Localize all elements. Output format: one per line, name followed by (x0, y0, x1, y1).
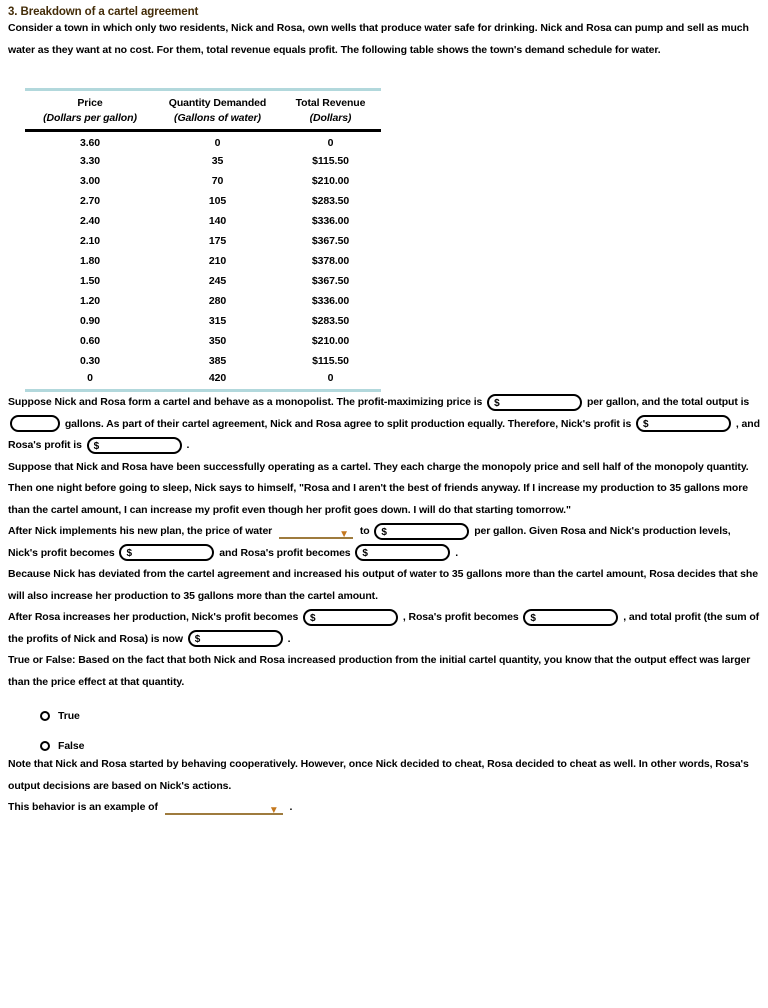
price-cell: 1.50 (79, 274, 101, 287)
nick-deviates-text-4: and Rosa's profit becomes (219, 546, 351, 559)
nick-deviates-question-paragraph (8, 521, 760, 564)
rosa-increases-text-3: , and total profit (the sum of the profits of Nick and Rosa) is now (8, 611, 760, 645)
table-row (25, 331, 381, 351)
revenue-cell: $367.50 (311, 274, 350, 287)
revenue-cell: $210.00 (311, 334, 350, 347)
col-header-price-units: (Dollars per gallon) (43, 112, 137, 124)
dropdown-arrow-icon: ▼ (268, 805, 279, 816)
quantity-cell: 0 (214, 136, 221, 149)
col-header-price-title: Price (77, 97, 103, 109)
rosa-increases-text-2: , Rosa's profit becomes (402, 611, 519, 623)
price-change-dropdown[interactable] (279, 524, 353, 539)
new-price-input[interactable] (374, 523, 469, 540)
col-header-quantity (155, 90, 280, 131)
rosa-increases-text-1: After Rosa increases her production, Nick's profit becomes (8, 611, 299, 623)
col-header-price (25, 90, 155, 131)
demand-schedule-table (25, 88, 381, 392)
nick-new-profit-input[interactable] (119, 544, 214, 561)
quantity-cell: 245 (208, 274, 227, 287)
behavior-example-dropdown[interactable] (165, 800, 283, 815)
nick-deviates-text-1: After Nick implements his new plan, the price of water (8, 525, 273, 537)
quantity-cell: 70 (211, 174, 224, 187)
radio-button-icon[interactable] (40, 711, 50, 721)
dollar-sign: $ (643, 419, 649, 431)
table-row (25, 191, 381, 211)
revenue-cell: 0 (327, 136, 334, 149)
dollar-sign: $ (530, 612, 536, 624)
price-cell: 1.20 (79, 294, 101, 307)
total-output-input[interactable] (10, 415, 60, 432)
revenue-cell: $115.50 (312, 154, 349, 167)
dollar-sign: $ (494, 397, 500, 409)
table-row (25, 131, 381, 151)
dollar-sign: $ (93, 440, 100, 452)
dollar-sign: $ (381, 526, 387, 538)
revenue-cell: 0 (327, 372, 334, 385)
quantity-cell: 350 (208, 334, 227, 347)
table-row (25, 271, 381, 291)
col-header-quantity-title: Quantity Demanded (168, 97, 267, 109)
radio-option-true[interactable] (8, 708, 760, 724)
revenue-cell: $283.50 (311, 314, 350, 327)
monopoly-question-text-1: Suppose Nick and Rosa form a cartel and behave as a monopolist. The profit-maximizing price is (8, 396, 483, 408)
revenue-cell: $210.00 (311, 174, 350, 187)
price-cell: 2.10 (79, 234, 101, 247)
behavior-question-period: . (289, 801, 293, 813)
demand-schedule-table-wrap (25, 88, 760, 392)
price-cell: 0 (87, 372, 93, 385)
price-cell: 0.30 (79, 354, 101, 367)
quantity-cell: 140 (208, 214, 227, 227)
price-cell: 3.30 (79, 154, 101, 167)
price-cell: 0.60 (79, 334, 101, 347)
table-row (25, 351, 381, 371)
col-header-revenue (280, 90, 381, 131)
intro-paragraph: Consider a town in which only two residents, Nick and Rosa, own wells that produce water safe for drinking. Nick and Rosa can pump and sell as much water as they want at no cost. For them, total revenue equals profit. The following table shows the town's demand schedule for water. (8, 22, 749, 56)
monopoly-question-paragraph (8, 392, 760, 457)
table-row (25, 151, 381, 171)
total-profit-input[interactable] (188, 630, 283, 647)
monopoly-question-text-2: per gallon, and the total output is (586, 396, 750, 408)
table-row (25, 211, 381, 231)
monopoly-question-text-3: gallons. As part of their cartel agreement, Nick and Rosa agree to split production equally. Therefore, Nick's profit is (64, 417, 632, 430)
revenue-cell: $115.50 (312, 354, 349, 367)
price-cell: 0.90 (79, 314, 101, 327)
price-cell: 3.00 (79, 174, 101, 187)
monopoly-question-text-5: . (186, 439, 190, 451)
behavior-question-text: This behavior is an example of (8, 801, 158, 813)
table-row (25, 171, 381, 191)
rosa-deviates-paragraph: Because Nick has deviated from the cartel agreement and increased his output of water to 35 gallons more than the cartel amount, Rosa decides that she will also increase her production to 35 gallons more than the cartel amount. (8, 568, 758, 602)
revenue-cell: $378.00 (311, 254, 350, 267)
col-header-revenue-units: (Dollars) (309, 112, 352, 124)
radio-label-false: False (58, 740, 85, 752)
page-title: 3. Breakdown of a cartel agreement (8, 6, 199, 18)
radio-button-icon[interactable] (40, 741, 50, 751)
dropdown-arrow-icon: ▼ (339, 529, 349, 540)
nick-deviates-text-3: per gallon. Given Rosa and Nick's production levels, Nick's profit becomes (8, 525, 731, 559)
quantity-cell: 105 (208, 194, 227, 207)
revenue-cell: $336.00 (311, 294, 350, 307)
dollar-sign: $ (310, 612, 316, 624)
revenue-cell: $367.50 (311, 234, 350, 247)
dollar-sign: $ (126, 548, 132, 560)
table-row (25, 251, 381, 271)
nick-deviates-text-2: to (359, 525, 370, 537)
quantity-cell: 315 (208, 314, 227, 327)
table-row (25, 371, 381, 391)
table-row (25, 291, 381, 311)
quantity-cell: 385 (208, 354, 227, 367)
rosa-increases-text-4: . (287, 632, 291, 645)
behavior-question-paragraph (8, 797, 760, 819)
rosa-increases-question-paragraph (8, 607, 760, 650)
radio-option-false[interactable] (8, 738, 760, 754)
price-cell: 2.70 (79, 194, 101, 207)
quantity-cell: 175 (208, 234, 227, 247)
table-header-row (25, 90, 381, 131)
cartel-story-paragraph: Suppose that Nick and Rosa have been successfully operating as a cartel. They each charge the monopoly price and sell half of the monopoly quantity. Then one night before going to sleep, Nick says to himself, "Rosa and I aren't the best of friends anyway. If I increase my production to 35 gallons more than the cartel amount, I can increase my profit even though her profit goes down. I will do that starting tomorrow." (8, 460, 749, 516)
price-cell: 2.40 (79, 214, 101, 227)
revenue-cell: $283.50 (311, 194, 350, 207)
table-row (25, 231, 381, 251)
monopoly-question-text-4: , and Rosa's profit is (8, 417, 760, 451)
dollar-sign: $ (362, 548, 368, 560)
nick-final-profit-input[interactable] (303, 609, 398, 626)
radio-label-true: True (58, 710, 80, 722)
price-cell: 3.60 (79, 136, 101, 149)
true-false-radio-group (8, 708, 760, 754)
table-row (25, 311, 381, 331)
true-false-question: True or False: Based on the fact that both Nick and Rosa increased production from the initial cartel quantity, you know that the output effect was larger than the price effect at that quantity. (8, 654, 751, 688)
rosa-new-profit-input[interactable] (355, 544, 450, 561)
rosa-final-profit-input[interactable] (523, 609, 618, 626)
col-header-quantity-units: (Gallons of water) (174, 112, 261, 124)
quantity-cell: 420 (208, 372, 227, 385)
price-cell: 1.80 (79, 254, 101, 267)
rosa-profit-input[interactable] (87, 437, 182, 454)
note-paragraph: Note that Nick and Rosa started by behaving cooperatively. However, once Nick decided to cheat, Rosa decided to cheat as well. In other words, Rosa's output decisions are based on Nick's actions. (8, 758, 749, 792)
profit-maximizing-price-input[interactable] (487, 394, 582, 411)
quantity-cell: 35 (211, 154, 224, 167)
nick-deviates-text-5: . (455, 546, 459, 559)
dollar-sign: $ (194, 634, 201, 646)
quantity-cell: 280 (208, 294, 227, 307)
col-header-revenue-title: Total Revenue (295, 97, 366, 109)
quantity-cell: 210 (208, 254, 227, 267)
revenue-cell: $336.00 (311, 214, 350, 227)
nick-profit-input[interactable] (636, 415, 731, 432)
